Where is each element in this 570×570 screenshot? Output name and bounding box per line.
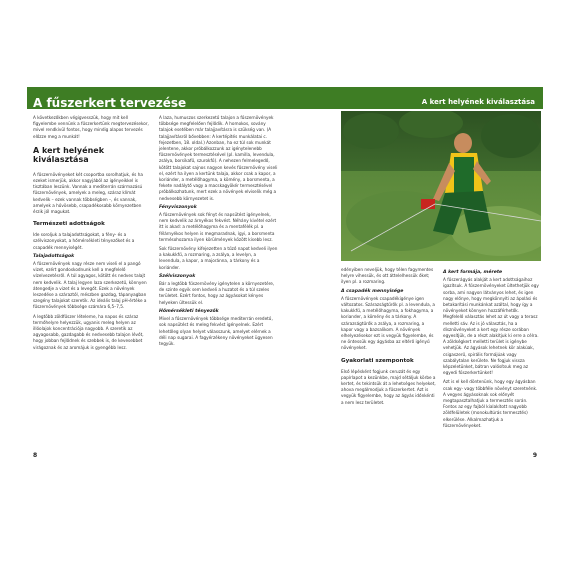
heading-fenyviszonyok: Fényviszonyok	[159, 204, 197, 210]
paragraph-kert-formaja: A fűszerágyás alakját a kert adottságaihoz igazítsuk. A fűszernövényeket ültethetjük egy sorba, ami nagyon látványos lehet, és igen nagy előnye, hogy megkönnyíti az ápolási és betakarítási munkánkat azáltal, hogy így a növényeket könnyen hozzáférhetők. Megfelelő választás lehet az út vagy a terasz melletti sáv. Az is jó választás, ha a dísznövényeket a kert egy része sorában egyesítjük, de a részt alakítjuk ki erre a célra. A zöldségkert melletti terület is igénybe vehetjük. Az ágyások lehetnek kör alakúak, csigaszerű, spirális formájúak vagy szabálytalan kerülete. Ne fogjuk vissza képzeletünket, bátran valósítsuk meg az egyedi fűszerkertünket!	[443, 277, 539, 376]
paragraph-feny-1: A fűszernövények sok fényt és napsütést igényelnek, nem kedvelik az árnyékos fekvést. Néhány kivétel ezért itt is akad: a metélőhagyma és a mentafélék pl. a félárnyékos helyen is megmaradnak, ígyi, a borsmenta termésohozama ilyen körülmények között kisebb lesz.	[159, 212, 277, 242]
paragraph-gyakorlati: Első lépésként fogjunk ceruzát és egy papírlapot a kezünkbe, majd sétáljuk körbe a kertet, és tekintsük át a lehetséges helyeket, ahova megálmodjuk a fűszerkertet. Azt is vegyük figyelembe, hogy az ágyás időnkénti a nem lesz területet.	[341, 368, 436, 405]
paragraph-continued: edényiben neveljük, hogy télen fagymentes helyre vihessük, és ott áttelelhessük őket; ilyen pl. a rozmaring.	[341, 267, 434, 285]
paragraph-kert-formaja-2: Azt is el kell döntenünk, hogy egy ágyásban csak egy- vagy többféle növényt szeretnénk. A vegyes ágyásoknak sok előnyét megtapasztalhatjuk a termesztés során. Fontos az egy fajból kialakított nagyobb zöldfelületek (monokultúrás termesztés) elkerülése. Alkalmazhatjuk a fűszernövényeket.	[443, 379, 538, 428]
right-page	[285, 81, 543, 483]
right-column-1	[341, 267, 437, 409]
left-page	[27, 81, 285, 483]
paragraph-csapadek: A fűszernövények csapadékigénye igen változatos. Szárazságtűrők pl. a levendula, a kakukkfű, a metélőhagyma, a fokhagyma, a koriander, a kömény és a tárkony. A szárazságtűrők a zsálya, a rozmaring, a kapor vagy a bazsalikom. A növények elhelyezésekor ezt is vegyük figyelembe, és ne öntessük egy ágyásba az eltérő igényű növényeket.	[341, 295, 435, 351]
page-number-right: 9	[532, 452, 537, 459]
paragraph-talaj-2: A legtöbb zöldfűszer lételeme, ha napos és száraz termőhelyre helyezzük, ugyanis meleg helyen az illóolajok koncentrációja nagyobb. A szeretik az agyagosabb, gazdagabb és nedvesebb talajon lévőt, hogy jobban fejlődnek és szebbek is, de kevesebbet virágoznak és az aromájuk is gyengébb lesz.	[33, 313, 144, 350]
paragraph-homerseklet: Mivel a fűszernövények többsége mediterrán eredetű, sok napsütést és meleg fekvést igényelnek. Ezért lehetőleg olyan helyet válasszunk, amelyet elérnek a déli nap sugarai. A fagyérzékeny növényeket ügyesen tegyük.	[159, 316, 273, 346]
book-spread	[27, 81, 543, 483]
paragraph-talaj-3: A laza, humuszos szerkezetű talajon a fűszernövények többsége megfelelően fejlődik. A homokos, sovány talajok esetében már talajjavításra is szükség van. (A talajjavításról bővebben: A kertépítés munkálatai c. fejezetben, 18. oldal.) Azonban, ha ez túl sok munkát jelentene, akkor próbálkozzunk az igénytelenebb fűszernövények termesztésével (pl. kamilla, levendula, zsálya, borsikafű, szurokfű). A nehezen felmelegedő, kötött talajokat sajnos nagyon kevés fűszernövény viseli el, ezért ha ilyen a kertünk talaja, akkor csak a kapor, a koriánder, a metélőhagyma, a kömény, a borsmenta, a fekete nadálytő vagy a macskagyökér termesztésével próbálkozhatunk, mert ezek a növények elviselik még a nedvesebb környezetet is.	[159, 115, 278, 201]
heading-kert-formaja: A kert formája, mérete	[443, 270, 503, 275]
paragraph-kert-helye: A fűszernövényeket két csoportba sorolhatjuk, és ha ezeket ismerjük, akkor nagyjából az igényeikkel is tisztában leszünk. Vannak a mediterrán származású fűszernövények, amelyek a meleg, száraz klímát kedvelik – ezek vannak többségben –, és vannak, amelyek a hűvösebb, csapadékosabb környezetben érzik jól magukat.	[33, 171, 143, 215]
heading-homersekleti-tenyezok: Hőmérsékleti tényezők	[159, 308, 219, 314]
gardener-photo	[341, 111, 541, 261]
intro-paragraph: A következőkben végigvesszük, hogy mit kell figyelembe vennünk a fűszerkertünk megtervezésekor, mivel rendkívül fontos, hogy mindig alapos tervezés előzze meg a munkát!	[33, 115, 149, 139]
page-title: A fűszerkert tervezése	[33, 96, 187, 110]
paragraph-talaj-1: A fűszernövények nagy része nem viseli el a pangó vizet, ezért gondoskodnunk kell a megfelelő vízelvezetésről. A túl agyagos, kötött és nedves talajt nem kedvelik. A talaj legyen laza szerkezetű, könnyen átengedje a vizet és a levegőt. Ezek a növények leszedése a száraztól, mészben gazdag, tápanyagban szegény talajokat szeretik. Az ideális talaj pH-értéke a fűszernövények többsége számára 6,5–7,5.	[33, 261, 147, 310]
paragraph-termeszeti-adottsagok: Ide soroljuk a talajadottságokat, a fény- és a szélviszonyokat, a hőmérsékleti tényezőket és a csapadék mennyiségét.	[33, 232, 135, 250]
heading-talajadottsagok: Talajadottságok	[33, 253, 75, 259]
heading-termeszeti-adottsagok: Természeti adottságok	[33, 221, 105, 228]
left-column-2	[159, 115, 279, 350]
heading-szelviszonyok: Szélviszonyok	[159, 273, 196, 279]
right-column-2	[443, 267, 539, 432]
left-column-1	[33, 115, 151, 354]
section-banner-title: A kert helyének kiválasztása	[421, 98, 535, 106]
paragraph-feny-2: Sok fűszernövény kifejezetten a tűző napot kedveli ilyen a kakukkfű, a rozmaring, a zsálya, a levelyn, a levendula, a kapor, a majoránna, a tárkony és a koriánder.	[159, 246, 278, 270]
page-number-left: 8	[33, 452, 38, 459]
heading-kert-helye: A kert helyének kiválasztása	[33, 145, 105, 165]
title-band-right	[285, 87, 543, 109]
paragraph-szel: Bár a legtöbb fűszernövény igénytelen a környezetére, de szinte egyik sem kedveli a huzatot és a túl szeles területet. Ezért fontos, hogy az ágyásokat kényes helyeken ültessük el.	[159, 281, 275, 305]
heading-csapadek: A csapadék mennyisége	[341, 288, 404, 294]
title-band	[27, 87, 285, 109]
gardener-photo-illustration	[341, 111, 541, 261]
heading-gyakorlati-szempontok: Gyakorlati szempontok	[341, 357, 414, 364]
